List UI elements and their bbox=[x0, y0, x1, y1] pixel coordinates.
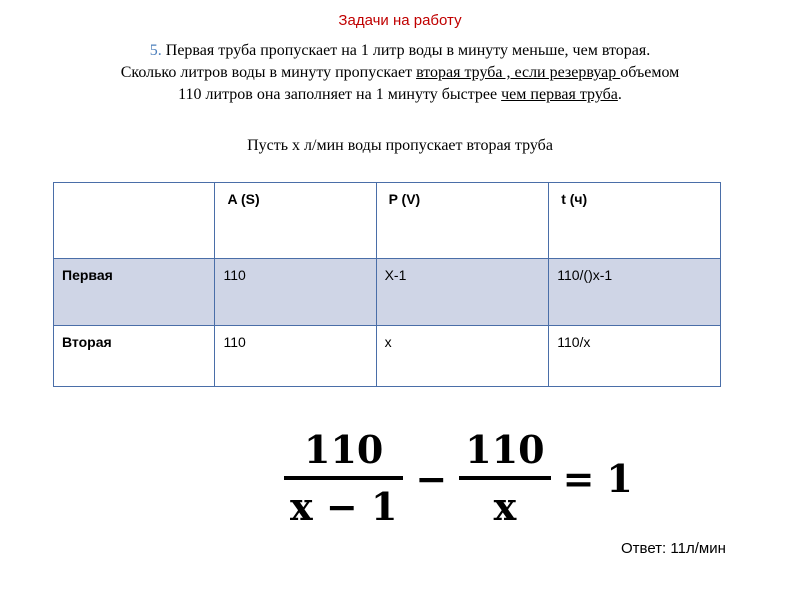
fraction-denominator: x − 1 bbox=[290, 484, 398, 529]
table-cell: 110 bbox=[215, 259, 376, 326]
table-row-label: Первая bbox=[54, 259, 215, 326]
problem-line-3: 110 литров она заполняет на 1 минуту быстрее чем первая труба. bbox=[178, 86, 622, 103]
fraction-1 bbox=[284, 427, 403, 529]
table-cell: Х-1 bbox=[376, 259, 549, 326]
table-header-cell: t (ч) bbox=[549, 183, 721, 259]
fraction-numerator: 110 bbox=[465, 427, 545, 472]
table-header-row bbox=[54, 183, 721, 259]
equation bbox=[278, 418, 639, 538]
table-header-cell: A (S) bbox=[215, 183, 376, 259]
table-header-cell bbox=[54, 183, 215, 259]
table-cell: 110 bbox=[215, 326, 376, 387]
fraction-numerator: 110 bbox=[304, 427, 384, 472]
table-row-label: Вторая bbox=[54, 326, 215, 387]
problem-number: 5. bbox=[149, 42, 162, 59]
table-cell: х bbox=[376, 326, 549, 387]
equals-sign: = bbox=[562, 455, 595, 501]
problem-line-2: Сколько литров воды в минуту пропускает вторая труба , если резервуар объемом bbox=[120, 64, 680, 81]
table-row bbox=[54, 259, 721, 326]
table-cell: 110/()х-1 bbox=[549, 259, 721, 326]
work-table bbox=[53, 182, 721, 387]
minus-sign: − bbox=[415, 455, 448, 501]
table-header-cell: P (V) bbox=[376, 183, 549, 259]
fraction-denominator: x bbox=[493, 484, 517, 529]
table-row bbox=[54, 326, 721, 387]
equation-rhs: 1 bbox=[606, 455, 633, 501]
fraction-2 bbox=[459, 427, 550, 529]
problem-line-1: 5. Первая труба пропускает на 1 литр воды в минуту меньше, чем вторая. bbox=[149, 42, 651, 59]
slide-heading: Задачи на работу bbox=[338, 12, 462, 29]
table-cell: 110/х bbox=[549, 326, 721, 387]
let-statement: Пусть х л/мин воды пропускает вторая труба bbox=[247, 137, 553, 154]
answer-text: Ответ: 11л/мин bbox=[621, 540, 726, 557]
problem-text bbox=[20, 40, 780, 106]
